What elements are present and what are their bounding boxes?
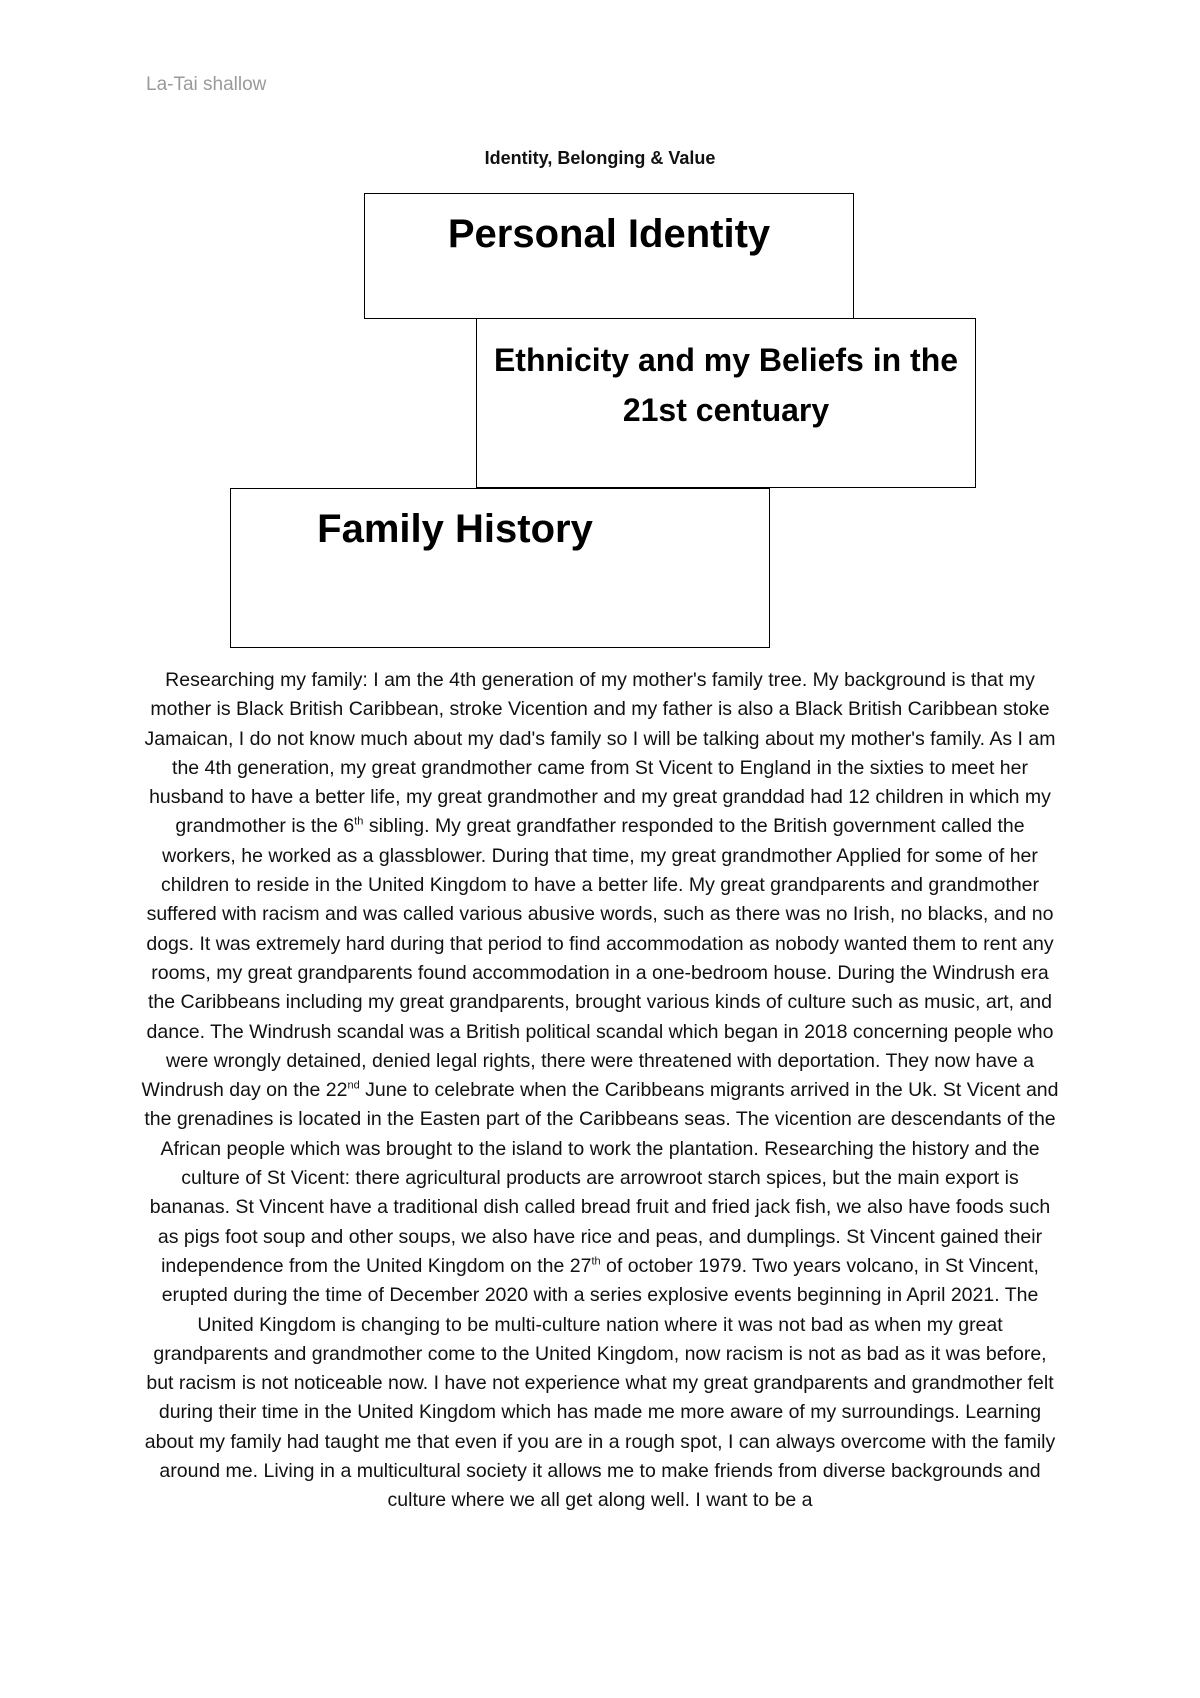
ordinal-suffix: nd bbox=[347, 1079, 360, 1092]
body-text-segment: of october 1979. Two years volcano, in St Vincent, erupted during the time of December 2020 with a series explosive events beginning in April 2021. The United Kingdom is changing to be multi-culture nation where it was not bad as when my great grandparents and grandmother come to the United Kingdom, now racism is not as bad as it was before, but racism is not noticeable now. I have not experience what my great grandparents and grandmother felt during their time in the United Kingdom which has made me more aware of my surroundings. Learning about my family had taught me that even if you are in a rough spot, I can always overcome with the family around me. Living in a multicultural society it allows me to make friends from diverse backgrounds and culture where we all get along well. I want to be a bbox=[144, 1254, 1056, 1512]
document-title: Identity, Belonging & Value bbox=[484, 148, 716, 168]
ethnicity-beliefs-box bbox=[476, 318, 976, 488]
body-text-segment: Researching my family: I am the 4th generation of my mother's family tree. My background is that my mother is Black British Caribbean, stroke Vicention and my father is also a Black British Caribbean stoke Jamaican, I do not know much about my dad's family so I will be talking about my mother's family. As I am the 4th generation, my great grandmother came from St Vicent to England in the sixties to meet her husband to have a better life, my great grandmother and my great granddad had 12 children in which my grandmother is the 6 bbox=[144, 669, 1056, 838]
body-text-segment: June to celebrate when the Caribbeans migrants arrived in the Uk. St Vicent and the grenadines is located in the Easten part of the Caribbeans seas. The vicention are descendants of the African people which was brought to the island to work the plantation. Researching the history and the culture of St Vicent: there agricultural products are arrowroot starch spices, but the main export is bananas. St Vincent have a traditional dish called bread fruit and fried jack fish, we also have foods such as pigs foot soup and other soups, we also have rice and peas, and dumplings. St Vincent gained their independence from the United Kingdom on the 27 bbox=[144, 1079, 1059, 1277]
family-history-box bbox=[230, 488, 770, 648]
header-author: La-Tai shallow bbox=[146, 74, 267, 95]
personal-identity-box bbox=[364, 193, 854, 319]
body-paragraph bbox=[140, 666, 1060, 1516]
body-text-segment: sibling. My great grandfather responded to the British government called the workers, he worked as a glassblower. During that time, my great grandmother Applied for some of her children to reside in the United Kingdom to have a better life. My great grandparents and grandmother suffered with racism and was called various abusive words, such as there was no Irish, no blacks, and no dogs. It was extremely hard during that period to find accommodation as nobody wanted them to rent any rooms, my great grandparents found accommodation in a one-bedroom house. During the Windrush era the Caribbeans including my great grandparents, brought various kinds of culture such as music, art, and dance. The Windrush scandal was a British political scandal which began in 2018 concerning people who were wrongly detained, denied legal rights, there were threatened with deportation. They now have a Windrush day on the 22 bbox=[141, 815, 1054, 1102]
ethnicity-beliefs-heading: Ethnicity and my Beliefs in the 21st centuary bbox=[493, 342, 959, 428]
personal-identity-heading: Personal Identity bbox=[447, 212, 771, 256]
ordinal-suffix: th bbox=[354, 815, 364, 828]
ordinal-suffix: th bbox=[591, 1255, 601, 1268]
family-history-heading: Family History bbox=[317, 507, 593, 551]
